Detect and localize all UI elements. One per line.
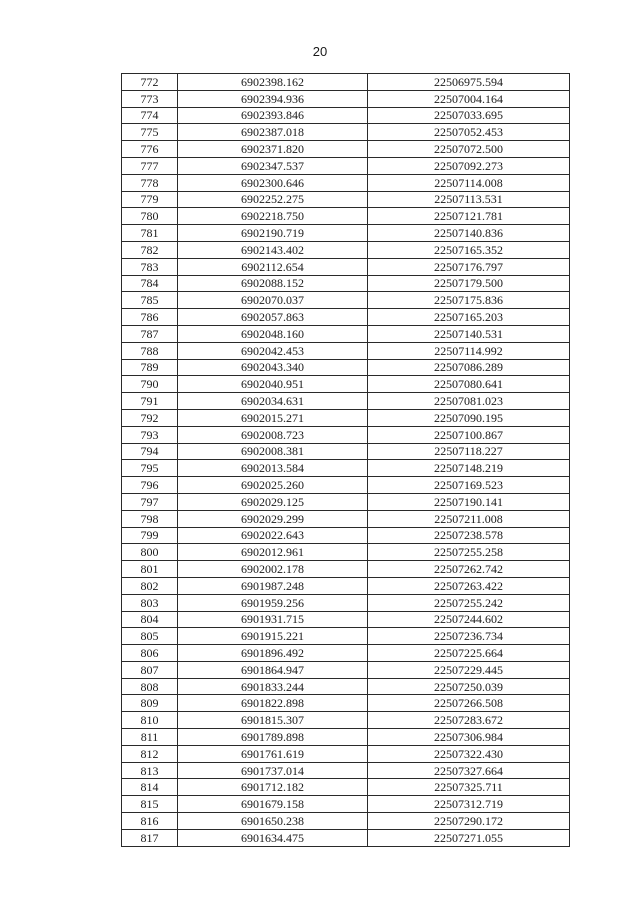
point-number-cell: 780 <box>122 208 178 225</box>
point-number-cell: 784 <box>122 275 178 292</box>
table-row <box>122 527 570 544</box>
y-coordinate-cell: 22507283.672 <box>368 712 570 729</box>
point-number-cell: 785 <box>122 292 178 309</box>
table-row <box>122 779 570 796</box>
point-number-cell: 815 <box>122 796 178 813</box>
table-row <box>122 174 570 191</box>
y-coordinate-cell: 22507322.430 <box>368 745 570 762</box>
y-coordinate-cell: 22507175.836 <box>368 292 570 309</box>
table-row <box>122 292 570 309</box>
x-coordinate-cell: 6901650.238 <box>178 813 368 830</box>
y-coordinate-cell: 22507140.531 <box>368 325 570 342</box>
x-coordinate-cell: 6902393.846 <box>178 107 368 124</box>
y-coordinate-cell: 22507140.836 <box>368 225 570 242</box>
x-coordinate-cell: 6901634.475 <box>178 829 368 846</box>
point-number-cell: 779 <box>122 191 178 208</box>
table-row <box>122 544 570 561</box>
y-coordinate-cell: 22507255.258 <box>368 544 570 561</box>
y-coordinate-cell: 22507165.352 <box>368 241 570 258</box>
point-number-cell: 775 <box>122 124 178 141</box>
table-row <box>122 796 570 813</box>
point-number-cell: 791 <box>122 393 178 410</box>
point-number-cell: 809 <box>122 695 178 712</box>
y-coordinate-cell: 22507148.219 <box>368 460 570 477</box>
table-row <box>122 645 570 662</box>
point-number-cell: 811 <box>122 729 178 746</box>
point-number-cell: 774 <box>122 107 178 124</box>
y-coordinate-cell: 22507004.164 <box>368 90 570 107</box>
point-number-cell: 797 <box>122 493 178 510</box>
y-coordinate-cell: 22507118.227 <box>368 443 570 460</box>
y-coordinate-cell: 22507225.664 <box>368 645 570 662</box>
point-number-cell: 790 <box>122 376 178 393</box>
point-number-cell: 800 <box>122 544 178 561</box>
point-number-cell: 776 <box>122 141 178 158</box>
x-coordinate-cell: 6901931.715 <box>178 611 368 628</box>
table-row <box>122 309 570 326</box>
table-row <box>122 745 570 762</box>
table-row <box>122 729 570 746</box>
table-row <box>122 443 570 460</box>
x-coordinate-cell: 6902112.654 <box>178 258 368 275</box>
table-row <box>122 107 570 124</box>
point-number-cell: 805 <box>122 628 178 645</box>
coordinates-table-body <box>122 74 570 847</box>
x-coordinate-cell: 6902040.951 <box>178 376 368 393</box>
point-number-cell: 777 <box>122 157 178 174</box>
table-row <box>122 813 570 830</box>
x-coordinate-cell: 6902008.381 <box>178 443 368 460</box>
x-coordinate-cell: 6901822.898 <box>178 695 368 712</box>
point-number-cell: 792 <box>122 409 178 426</box>
y-coordinate-cell: 22507092.273 <box>368 157 570 174</box>
table-row <box>122 762 570 779</box>
table-row <box>122 157 570 174</box>
page-number: 20 <box>312 44 328 59</box>
point-number-cell: 812 <box>122 745 178 762</box>
table-row <box>122 141 570 158</box>
x-coordinate-cell: 6901959.256 <box>178 594 368 611</box>
x-coordinate-cell: 6902252.275 <box>178 191 368 208</box>
x-coordinate-cell: 6901833.244 <box>178 678 368 695</box>
coordinates-table <box>121 73 570 847</box>
table-row <box>122 258 570 275</box>
x-coordinate-cell: 6901761.619 <box>178 745 368 762</box>
table-row <box>122 426 570 443</box>
x-coordinate-cell: 6902347.537 <box>178 157 368 174</box>
table-row <box>122 695 570 712</box>
table-row <box>122 393 570 410</box>
point-number-cell: 772 <box>122 74 178 91</box>
x-coordinate-cell: 6902048.160 <box>178 325 368 342</box>
y-coordinate-cell: 22507100.867 <box>368 426 570 443</box>
point-number-cell: 773 <box>122 90 178 107</box>
x-coordinate-cell: 6902057.863 <box>178 309 368 326</box>
x-coordinate-cell: 6902029.299 <box>178 510 368 527</box>
point-number-cell: 781 <box>122 225 178 242</box>
table-row <box>122 577 570 594</box>
point-number-cell: 801 <box>122 561 178 578</box>
y-coordinate-cell: 22507255.242 <box>368 594 570 611</box>
point-number-cell: 789 <box>122 359 178 376</box>
point-number-cell: 794 <box>122 443 178 460</box>
point-number-cell: 816 <box>122 813 178 830</box>
table-row <box>122 678 570 695</box>
point-number-cell: 786 <box>122 309 178 326</box>
x-coordinate-cell: 6902008.723 <box>178 426 368 443</box>
point-number-cell: 787 <box>122 325 178 342</box>
y-coordinate-cell: 22507211.008 <box>368 510 570 527</box>
x-coordinate-cell: 6902387.018 <box>178 124 368 141</box>
y-coordinate-cell: 22507081.023 <box>368 393 570 410</box>
table-row <box>122 712 570 729</box>
x-coordinate-cell: 6902398.162 <box>178 74 368 91</box>
table-row <box>122 661 570 678</box>
x-coordinate-cell: 6902394.936 <box>178 90 368 107</box>
y-coordinate-cell: 22507090.195 <box>368 409 570 426</box>
table-row <box>122 460 570 477</box>
x-coordinate-cell: 6901987.248 <box>178 577 368 594</box>
y-coordinate-cell: 22507121.781 <box>368 208 570 225</box>
x-coordinate-cell: 6902070.037 <box>178 292 368 309</box>
y-coordinate-cell: 22507169.523 <box>368 477 570 494</box>
table-row <box>122 628 570 645</box>
point-number-cell: 783 <box>122 258 178 275</box>
table-row <box>122 510 570 527</box>
x-coordinate-cell: 6902300.646 <box>178 174 368 191</box>
y-coordinate-cell: 22507114.008 <box>368 174 570 191</box>
y-coordinate-cell: 22507165.203 <box>368 309 570 326</box>
point-number-cell: 796 <box>122 477 178 494</box>
y-coordinate-cell: 22507179.500 <box>368 275 570 292</box>
point-number-cell: 807 <box>122 661 178 678</box>
y-coordinate-cell: 22507325.711 <box>368 779 570 796</box>
x-coordinate-cell: 6901815.307 <box>178 712 368 729</box>
point-number-cell: 808 <box>122 678 178 695</box>
x-coordinate-cell: 6901896.492 <box>178 645 368 662</box>
table-row <box>122 225 570 242</box>
x-coordinate-cell: 6902013.584 <box>178 460 368 477</box>
table-row <box>122 208 570 225</box>
point-number-cell: 799 <box>122 527 178 544</box>
table-row <box>122 376 570 393</box>
point-number-cell: 798 <box>122 510 178 527</box>
x-coordinate-cell: 6902025.260 <box>178 477 368 494</box>
y-coordinate-cell: 22507250.039 <box>368 678 570 695</box>
y-coordinate-cell: 22507176.797 <box>368 258 570 275</box>
x-coordinate-cell: 6902088.152 <box>178 275 368 292</box>
x-coordinate-cell: 6901712.182 <box>178 779 368 796</box>
x-coordinate-cell: 6901679.158 <box>178 796 368 813</box>
y-coordinate-cell: 22506975.594 <box>368 74 570 91</box>
table-row <box>122 561 570 578</box>
x-coordinate-cell: 6902022.643 <box>178 527 368 544</box>
y-coordinate-cell: 22507086.289 <box>368 359 570 376</box>
point-number-cell: 817 <box>122 829 178 846</box>
y-coordinate-cell: 22507312.719 <box>368 796 570 813</box>
table-row <box>122 594 570 611</box>
table-row <box>122 275 570 292</box>
y-coordinate-cell: 22507033.695 <box>368 107 570 124</box>
table-row <box>122 90 570 107</box>
x-coordinate-cell: 6902002.178 <box>178 561 368 578</box>
point-number-cell: 806 <box>122 645 178 662</box>
x-coordinate-cell: 6901915.221 <box>178 628 368 645</box>
y-coordinate-cell: 22507072.500 <box>368 141 570 158</box>
y-coordinate-cell: 22507327.664 <box>368 762 570 779</box>
x-coordinate-cell: 6901864.947 <box>178 661 368 678</box>
y-coordinate-cell: 22507290.172 <box>368 813 570 830</box>
point-number-cell: 810 <box>122 712 178 729</box>
table-row <box>122 241 570 258</box>
y-coordinate-cell: 22507052.453 <box>368 124 570 141</box>
table-row <box>122 74 570 91</box>
y-coordinate-cell: 22507114.992 <box>368 342 570 359</box>
table-row <box>122 124 570 141</box>
x-coordinate-cell: 6901789.898 <box>178 729 368 746</box>
y-coordinate-cell: 22507263.422 <box>368 577 570 594</box>
y-coordinate-cell: 22507271.055 <box>368 829 570 846</box>
table-row <box>122 409 570 426</box>
x-coordinate-cell: 6902029.125 <box>178 493 368 510</box>
table-row <box>122 493 570 510</box>
point-number-cell: 793 <box>122 426 178 443</box>
y-coordinate-cell: 22507190.141 <box>368 493 570 510</box>
table-row <box>122 342 570 359</box>
x-coordinate-cell: 6902042.453 <box>178 342 368 359</box>
y-coordinate-cell: 22507266.508 <box>368 695 570 712</box>
x-coordinate-cell: 6902043.340 <box>178 359 368 376</box>
point-number-cell: 778 <box>122 174 178 191</box>
y-coordinate-cell: 22507229.445 <box>368 661 570 678</box>
point-number-cell: 795 <box>122 460 178 477</box>
x-coordinate-cell: 6902218.750 <box>178 208 368 225</box>
x-coordinate-cell: 6902012.961 <box>178 544 368 561</box>
point-number-cell: 802 <box>122 577 178 594</box>
table-row <box>122 829 570 846</box>
x-coordinate-cell: 6901737.014 <box>178 762 368 779</box>
x-coordinate-cell: 6902371.820 <box>178 141 368 158</box>
table-row <box>122 477 570 494</box>
table-row <box>122 191 570 208</box>
point-number-cell: 788 <box>122 342 178 359</box>
table-row <box>122 325 570 342</box>
point-number-cell: 813 <box>122 762 178 779</box>
y-coordinate-cell: 22507262.742 <box>368 561 570 578</box>
table-row <box>122 359 570 376</box>
table-row <box>122 611 570 628</box>
x-coordinate-cell: 6902034.631 <box>178 393 368 410</box>
point-number-cell: 814 <box>122 779 178 796</box>
y-coordinate-cell: 22507080.641 <box>368 376 570 393</box>
y-coordinate-cell: 22507236.734 <box>368 628 570 645</box>
point-number-cell: 782 <box>122 241 178 258</box>
y-coordinate-cell: 22507306.984 <box>368 729 570 746</box>
y-coordinate-cell: 22507113.531 <box>368 191 570 208</box>
x-coordinate-cell: 6902015.271 <box>178 409 368 426</box>
x-coordinate-cell: 6902143.402 <box>178 241 368 258</box>
y-coordinate-cell: 22507238.578 <box>368 527 570 544</box>
y-coordinate-cell: 22507244.602 <box>368 611 570 628</box>
point-number-cell: 803 <box>122 594 178 611</box>
x-coordinate-cell: 6902190.719 <box>178 225 368 242</box>
point-number-cell: 804 <box>122 611 178 628</box>
